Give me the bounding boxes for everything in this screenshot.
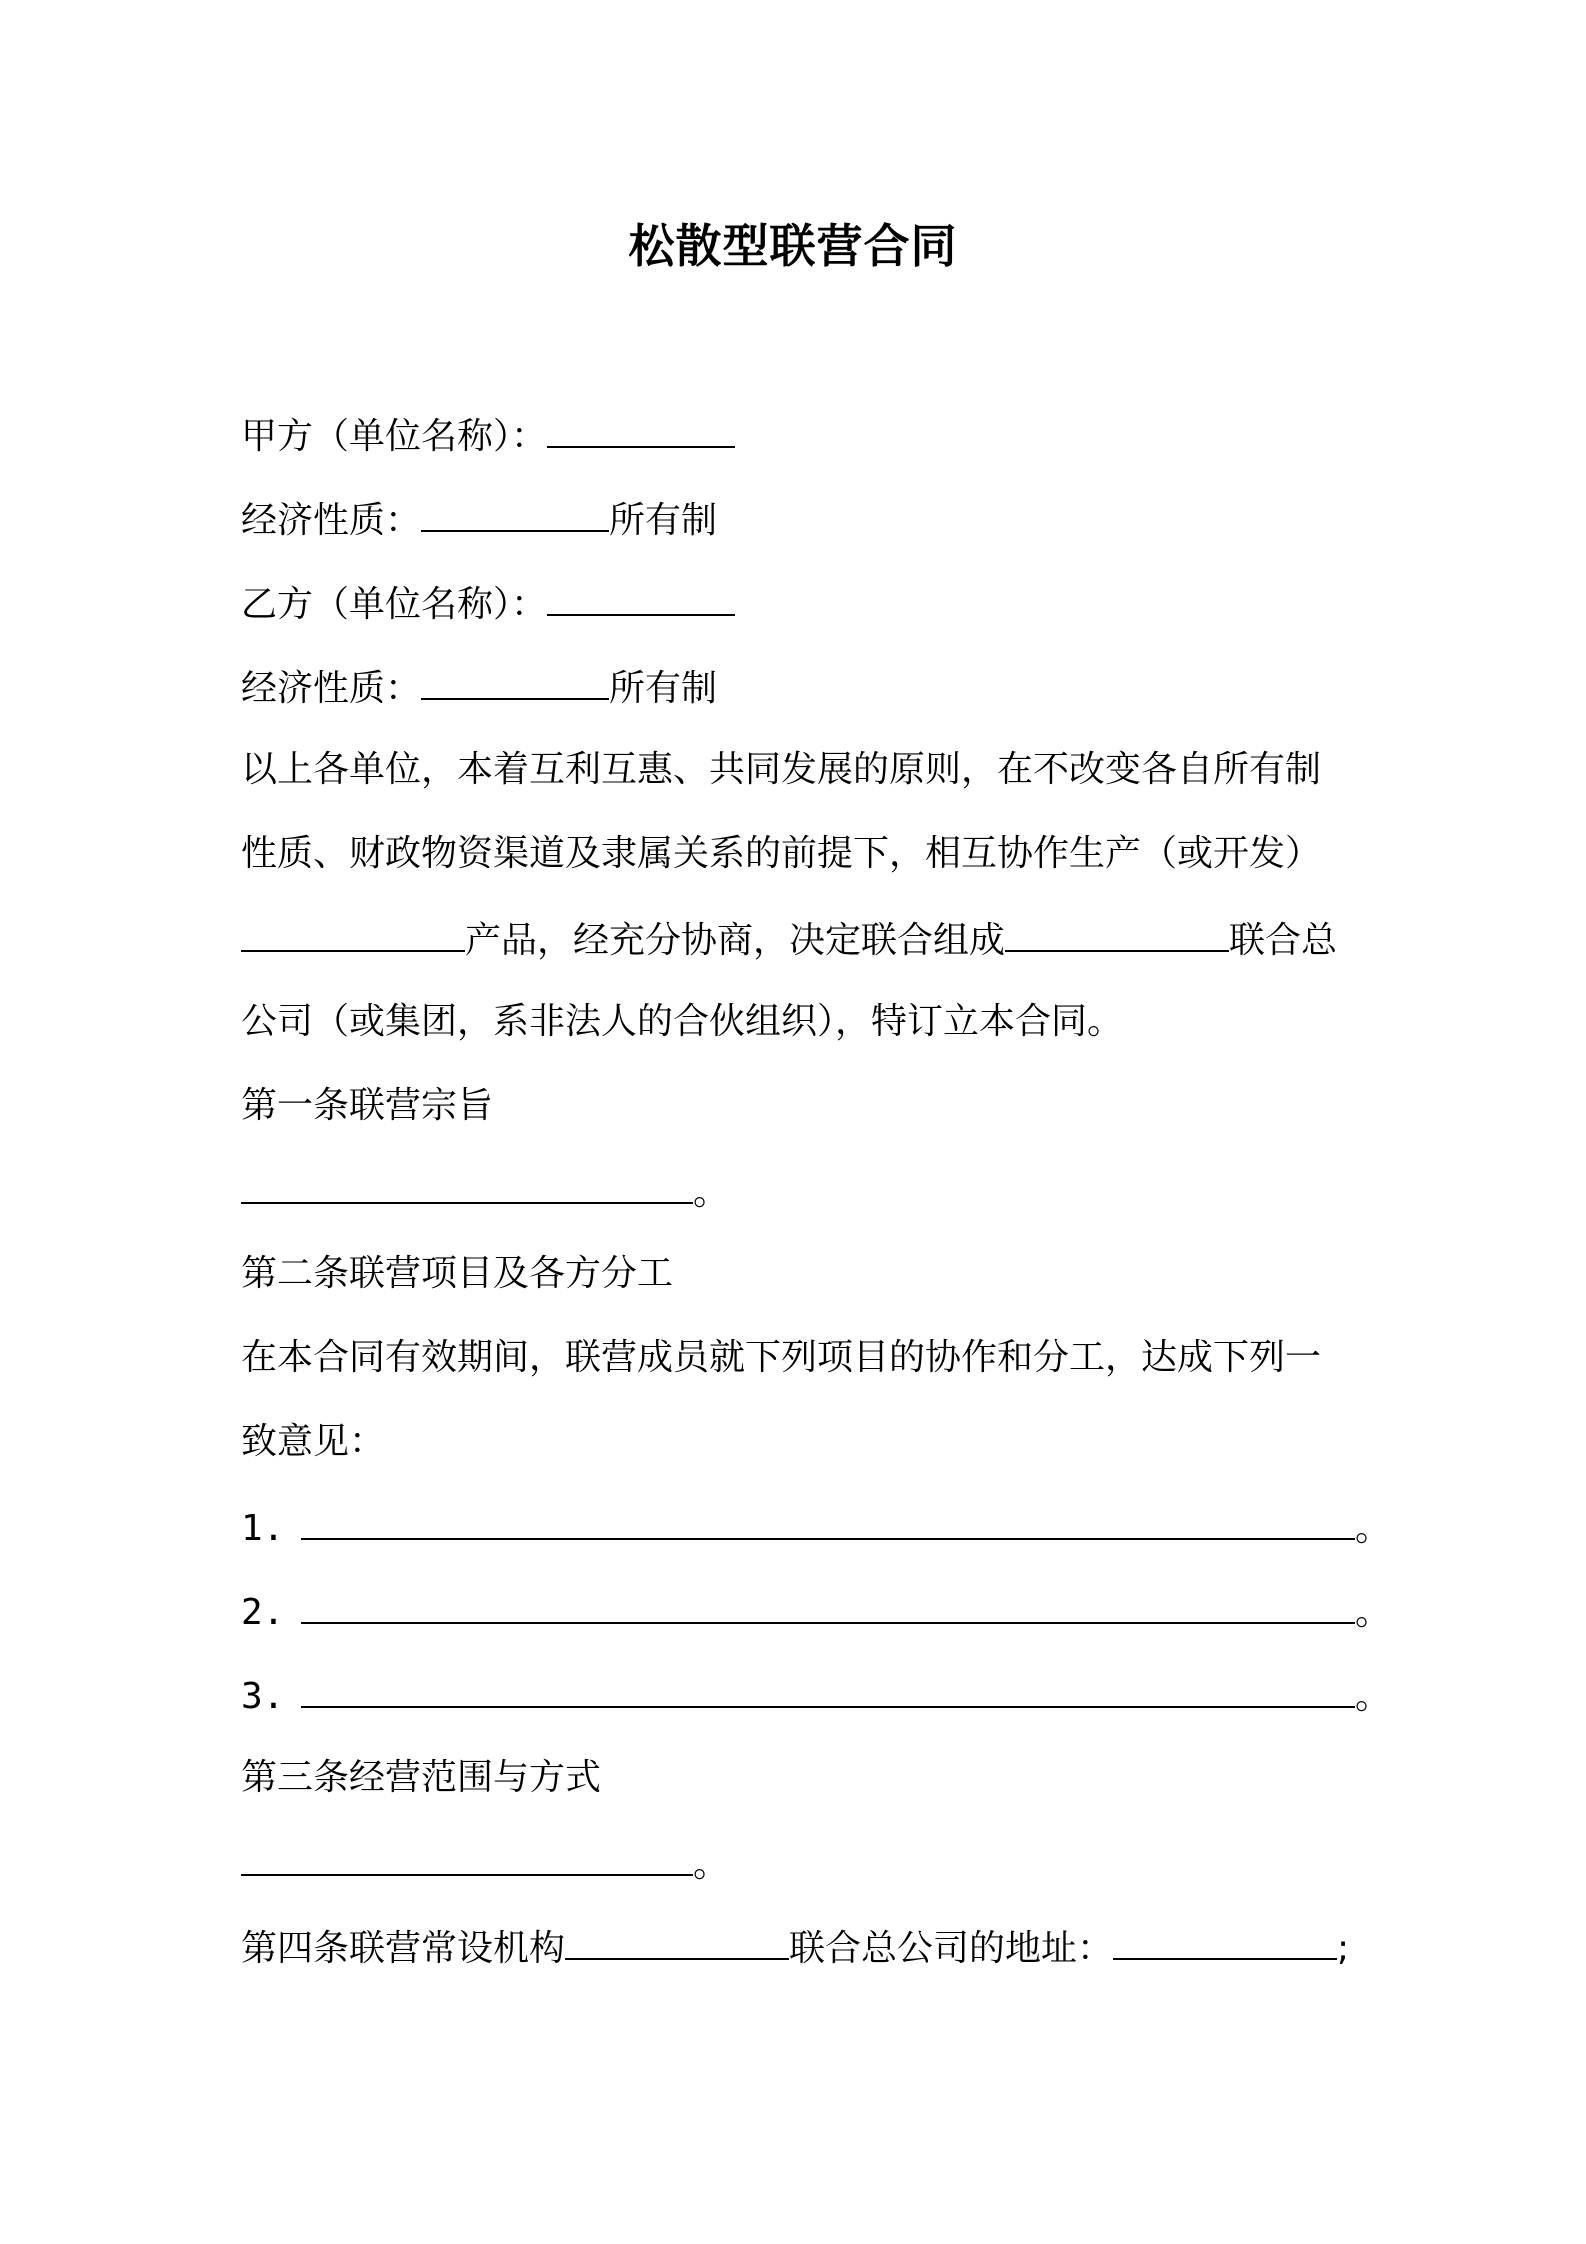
preamble-line-2: 性质、财政物资渠道及隶属关系的前提下，相互协作生产（或开发） xyxy=(241,833,1322,874)
article-1-blank[interactable] xyxy=(241,1166,693,1204)
item-2-end: 。 xyxy=(1355,1592,1392,1633)
article-4-heading: 第四条联营常设机构 xyxy=(241,1928,566,1969)
article-3-blank[interactable] xyxy=(241,1838,693,1876)
nature-a-suffix: 所有制 xyxy=(609,500,718,541)
nature-b-suffix: 所有制 xyxy=(609,668,718,709)
party-b-line xyxy=(241,578,735,629)
nature-b-label: 经济性质： xyxy=(241,668,422,709)
article-4-name-blank[interactable] xyxy=(565,1922,789,1960)
item-number: 3. xyxy=(241,1676,285,1717)
item-3-blank[interactable] xyxy=(301,1670,1355,1708)
product-blank[interactable] xyxy=(241,914,465,952)
party-b-label: 乙方（单位名称）： xyxy=(241,584,548,625)
preamble-line-4: 公司（或集团，系非法人的合伙组织），特订立本合同。 xyxy=(241,1001,1124,1042)
party-a-blank[interactable] xyxy=(547,410,735,448)
article-2-text-1: 在本合同有效期间，联营成员就下列项目的协作和分工，达成下列一 xyxy=(241,1337,1322,1378)
item-2-blank[interactable] xyxy=(301,1586,1355,1624)
document-title: 松散型联营合同 xyxy=(628,219,958,273)
preamble-line-1: 以上各单位，本着互利互惠、共同发展的原则，在不改变各自所有制 xyxy=(241,749,1322,790)
nature-a-blank[interactable] xyxy=(421,494,609,532)
item-1-end: 。 xyxy=(1355,1508,1392,1549)
item-number: 2. xyxy=(241,1592,285,1633)
article-3-end: 。 xyxy=(693,1844,730,1885)
article-4-address-blank[interactable] xyxy=(1113,1922,1337,1960)
nature-a-label: 经济性质： xyxy=(241,500,422,541)
article-3-content xyxy=(241,1838,729,1889)
party-b-blank[interactable] xyxy=(547,578,735,616)
article-1-content xyxy=(241,1166,729,1217)
article-4-end: ; xyxy=(1337,1928,1350,1969)
article-2-item-1 xyxy=(241,1502,1391,1553)
article-1-end: 。 xyxy=(693,1172,730,1213)
party-a-line xyxy=(241,410,735,461)
article-3-heading: 第三条经营范围与方式 xyxy=(241,1757,602,1798)
article-2-heading: 第二条联营项目及各方分工 xyxy=(241,1253,674,1294)
item-3-end: 。 xyxy=(1355,1676,1392,1717)
company-name-blank[interactable] xyxy=(1005,914,1229,952)
article-2-text-2: 致意见： xyxy=(241,1421,386,1462)
preamble-line-3-end: 联合总 xyxy=(1229,920,1338,961)
article-2-item-2 xyxy=(241,1586,1391,1637)
article-2-item-3 xyxy=(241,1670,1391,1721)
nature-a-line xyxy=(241,494,717,545)
nature-b-blank[interactable] xyxy=(421,662,609,700)
nature-b-line xyxy=(241,662,717,713)
article-4-mid: 联合总公司的地址： xyxy=(789,1928,1114,1969)
preamble-line-3-mid: 产品，经充分协商，决定联合组成 xyxy=(465,920,1006,961)
article-1-heading: 第一条联营宗旨 xyxy=(241,1085,494,1126)
item-number: 1. xyxy=(241,1508,285,1549)
article-4-line xyxy=(241,1922,1349,1973)
item-1-blank[interactable] xyxy=(301,1502,1355,1540)
preamble-line-3 xyxy=(241,914,1337,965)
party-a-label: 甲方（单位名称）： xyxy=(241,416,548,457)
